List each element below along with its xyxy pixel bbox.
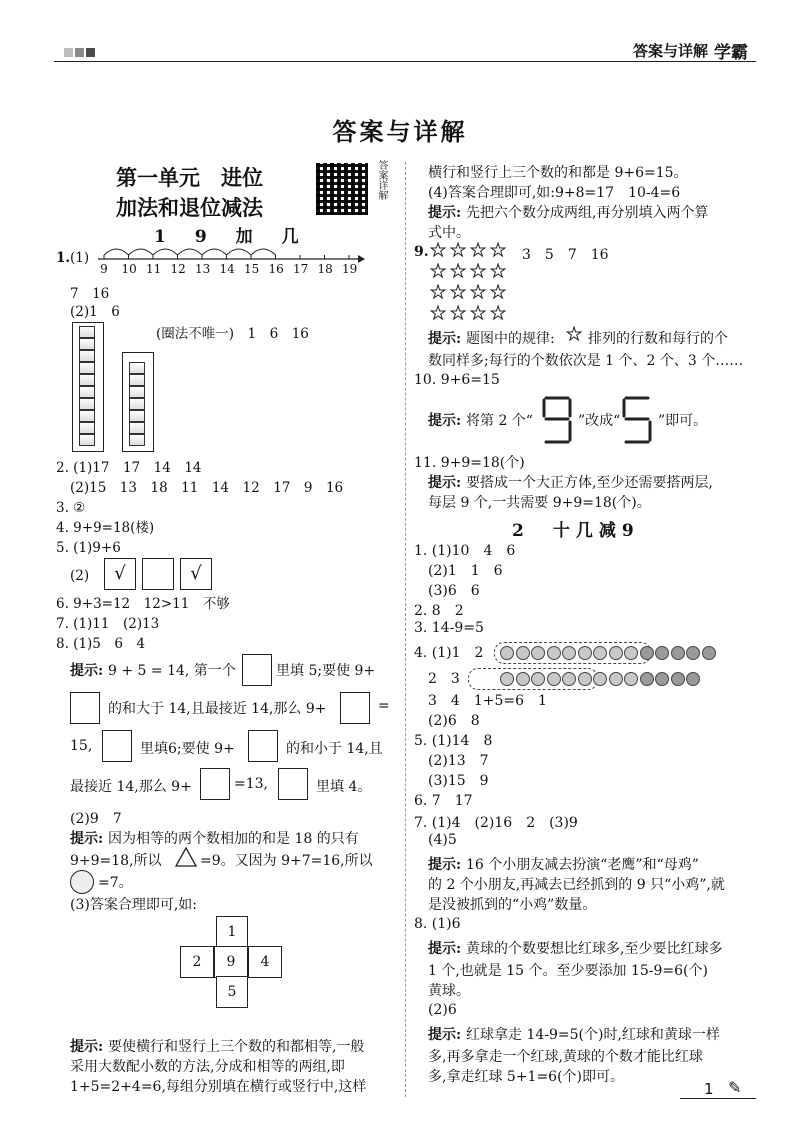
header-section-title: 答案与详解 [632,42,708,60]
number-line-label: 11 [146,262,162,276]
grid-cell: 1 [216,916,248,948]
number-line-label: 13 [195,262,211,276]
ball [686,646,700,660]
unit-title-line1: 第一单元 进位 [116,166,263,190]
page-title: 答案与详解 [332,118,468,146]
cube [79,386,95,398]
hint-text: 最接近 14,那么 9+ [70,779,192,795]
answer-text: (2)13 7 [428,753,489,769]
ball [671,672,685,686]
hint-text: 1+5=2+4=6,每组分别填在横行或竖行中,这样 [70,1079,367,1095]
q1-part2: (2)1 6 [70,304,120,320]
answer-box [248,730,278,762]
hint-text: 题图中的规律: [466,331,555,347]
ball [500,646,514,660]
ball [640,672,654,686]
star-icon: ★ [490,240,507,261]
hint-text: ”即可。 [658,413,708,429]
q11-answer: 11. 9+9=18(个) [414,455,525,471]
q7-answer: 7. (1)11 (2)13 [56,616,160,632]
hint-text: 1 个,也就是 15 个。至少要添加 15-9=6(个) [428,963,708,979]
matchstick-nine [540,394,574,446]
number-line-label: 18 [317,262,333,276]
footer-rule [680,1098,756,1099]
hint-text: 因为相等的两个数相加的和是 18 的只有 [108,831,359,847]
answer-text: 8. (1)6 [414,916,461,932]
answer-text: 3 4 1+5=6 1 [428,693,547,709]
matchstick-five [620,394,654,446]
hint-text: 采用大数配小数的方法,分成和相等的两组,即 [70,1059,345,1075]
star-icon: ★ [490,282,507,303]
cube [129,422,145,434]
q4-answer: 4. 9+9=18(楼) [56,520,155,536]
ball [531,646,545,660]
hint-text: 9+9=18,所以 [70,853,162,869]
answer-text: 4. (1)1 2 [414,645,484,661]
hint-text: 要搭成一个大正方体,至少还需要搭两层, [466,475,713,491]
hint-text: ”改成“ [578,413,621,429]
number-line-label: 17 [293,262,309,276]
qr-label: 答案详解 [376,160,387,200]
answer-text: 3. 14-9=5 [414,620,484,636]
cube [129,410,145,422]
hint-label: 提示: [70,831,104,847]
pencil-icon: ✎ [728,1078,742,1097]
ball [624,646,638,660]
ball [624,672,638,686]
hint-text: =9。又因为 9+7=16,所以 [200,853,373,869]
ball [640,646,654,660]
hint-text: 里填6;要使 9+ [140,741,235,757]
lesson-title-1: 1 9 加 几 [154,227,305,247]
star-icon: ★ [470,303,487,324]
hint-text: 黄球的个数要想比红球多,至少要比红球多 [466,941,723,957]
ball [578,646,592,660]
hint-text: 15, [70,738,93,754]
answer-box [102,730,132,762]
cube [79,434,95,446]
star-icon: ★ [450,240,467,261]
cube [79,398,95,410]
cube [129,434,145,446]
answer-text: 2 3 [428,671,460,687]
ball [547,646,561,660]
grid-cell: 5 [216,976,248,1008]
q1-part2-note: (圈法不唯一) 1 6 16 [156,326,309,342]
hint-label: 提示: [428,941,462,957]
q9-answer: 3 5 7 16 [522,247,609,263]
answer-box [340,692,370,724]
header-square [64,48,73,57]
hint-text: 排列的行数和每行的个 [588,331,728,347]
hint-text: 里填 5;要使 9+ [276,663,376,679]
star-icon: ★ [470,261,487,282]
answer-text: 5. (1)14 8 [414,733,493,749]
answer-text: (2)6 [428,1002,457,1018]
grid-cell: 4 [248,946,282,978]
hint-label: 提示: [428,475,462,491]
cube [129,374,145,386]
q1-paren: (1) [70,250,90,266]
number-line-label: 12 [170,262,186,276]
cube [129,398,145,410]
ball [547,672,561,686]
cube [79,326,95,338]
star-icon: ★ [490,303,507,324]
answer-text: (2)6 8 [428,713,480,729]
unit-title-line2: 加法和退位减法 [116,196,263,220]
ball [562,672,576,686]
answer-text: (3)6 6 [428,583,480,599]
header-square [75,48,84,57]
ball [516,646,530,660]
number-line-jump [202,249,227,255]
q2-part1: 2. (1)17 17 14 14 [56,460,202,476]
q5-check-box: √ [180,558,212,590]
number-line-jump [227,249,252,255]
cube [79,338,95,350]
answer-box [278,768,308,800]
header-rule [54,61,756,62]
star-icon: ★ [430,261,447,282]
q10-answer: 10. 9+6=15 [414,372,500,388]
ball [671,646,685,660]
answer-text: 横行和竖行上三个数的和都是 9+6=15。 [428,165,688,181]
answer-box [70,692,100,724]
hint-text: 每层 9 个,一共需要 9+9=18(个)。 [428,495,651,511]
number-line-label: 19 [342,262,358,276]
lesson-title-2: 2 十几减9 [512,521,640,541]
hint-text: 黄球。 [428,983,470,999]
ball [609,672,623,686]
ball [655,672,669,686]
star-icon: ★ [430,303,447,324]
answer-text: (4)答案合理即可,如:9+8=17 10-4=6 [428,185,681,201]
number-line-jump [251,249,276,255]
ball [593,672,607,686]
cube [79,422,95,434]
q5-part1: 5. (1)9+6 [56,540,121,556]
hint-text: 式中。 [428,225,470,241]
q8-part2: (2)9 7 [70,811,122,827]
ball [655,646,669,660]
hint-text: 数同样多;每行的个数依次是 1 个、2 个、3 个…… [428,353,744,369]
hint-label: 提示: [70,1039,104,1055]
q1-answer: 7 16 [70,286,110,302]
number-line-label: 16 [268,262,284,276]
cube [129,362,145,374]
q1-number: 1. [56,250,71,266]
number-line-jump [153,249,178,255]
star-icon: ★ [450,261,467,282]
q5-check-box: √ [104,558,136,590]
circle-icon [70,870,94,894]
hint-text: 多,拿走红球 5+1=6(个)即可。 [428,1069,625,1085]
grid-cell: 9 [214,946,248,978]
answer-text: 2. 8 2 [414,603,464,619]
q8-part1: 8. (1)5 6 4 [56,636,146,652]
ball [686,672,700,686]
answer-text: (2)1 1 6 [428,563,503,579]
cube [79,350,95,362]
triangle-icon [174,846,198,868]
cube [79,410,95,422]
star-icon: ★ [566,324,583,345]
ball [593,646,607,660]
star-icon: ★ [470,282,487,303]
column-divider [405,162,406,1097]
hint-text: 9 + 5 = 14, 第一个 [108,663,236,679]
number-line-label: 10 [121,262,137,276]
hint-text: 是没被抓到的“小鸡”数量。 [428,897,597,913]
answer-text: 1. (1)10 4 6 [414,543,516,559]
number-line-label: 15 [244,262,260,276]
hint-text: 多,再多拿走一个红球,黄球的个数才能比红球 [428,1049,703,1065]
hint-text: 红球拿走 14-9=5(个)时,红球和黄球一样 [466,1027,720,1043]
hint-text: 里填 4。 [316,779,372,795]
hint-text: 要使横行和竖行上三个数的和都相等,一般 [108,1039,365,1055]
cube [79,362,95,374]
ball [578,672,592,686]
star-icon: ★ [430,282,447,303]
q5-part2: (2) [70,568,90,584]
answer-text: 6. 7 17 [414,793,473,809]
qr-code[interactable] [316,163,368,215]
hint-text: 将第 2 个“ [466,413,533,429]
answer-text: (4)5 [428,832,457,848]
hint-text: =13, [234,776,268,792]
q8-part3: (3)答案合理即可,如: [70,897,197,913]
star-icon: ★ [470,240,487,261]
hint-text: 的和小于 14,且 [286,741,383,757]
hint-label: 提示: [428,331,462,347]
number-line-jump [178,249,203,255]
ball [609,646,623,660]
q5-check-box [142,558,174,590]
star-icon: ★ [450,282,467,303]
answer-text: 7. (1)4 (2)16 2 (3)9 [414,815,578,831]
ball [702,646,716,660]
q2-part2: (2)15 13 18 11 14 12 17 9 16 [70,480,344,496]
header-square [86,48,95,57]
header-brand: 学霸 [714,43,748,63]
hint-text: 16 个小朋友减去扮演“老鹰”和“母鸡” [466,857,699,873]
answer-box [200,768,230,800]
number-line-label: 14 [219,262,235,276]
hint-text: 的和大于 14,且最接近 14,那么 9+ [108,701,327,717]
ball [562,646,576,660]
answer-box [242,654,272,686]
hint-text: 的 2 个小朋友,再减去已经抓到的 9 只“小鸡”,就 [428,877,725,893]
header-decoration [64,48,95,57]
number-line-jump [104,249,129,255]
q6-answer: 6. 9+3=12 12>11 不够 [56,596,230,612]
star-icon: ★ [450,303,467,324]
hint-text: 先把六个数分成两组,再分别填入两个算 [466,205,709,221]
ball [531,672,545,686]
cube [129,386,145,398]
page-number: 1 [704,1080,714,1098]
hint-label: 提示: [428,205,462,221]
cube [79,374,95,386]
answer-text: (3)15 9 [428,773,489,789]
ball [500,672,514,686]
hint-text: = [378,698,390,714]
hint-text: =7。 [98,875,133,891]
q3-answer: 3. ② [56,500,86,516]
cube-figure [70,322,160,452]
hint-label: 提示: [428,1027,462,1043]
star-icon: ★ [430,240,447,261]
q9-number: 9. [414,244,429,260]
hint-label: 提示: [428,413,462,429]
star-icon: ★ [490,261,507,282]
hint-label: 提示: [70,663,104,679]
hint-label: 提示: [428,857,462,873]
grid-cell: 2 [180,946,214,978]
number-line-jump [129,249,154,255]
ball [516,672,530,686]
number-line-label: 9 [100,262,108,276]
